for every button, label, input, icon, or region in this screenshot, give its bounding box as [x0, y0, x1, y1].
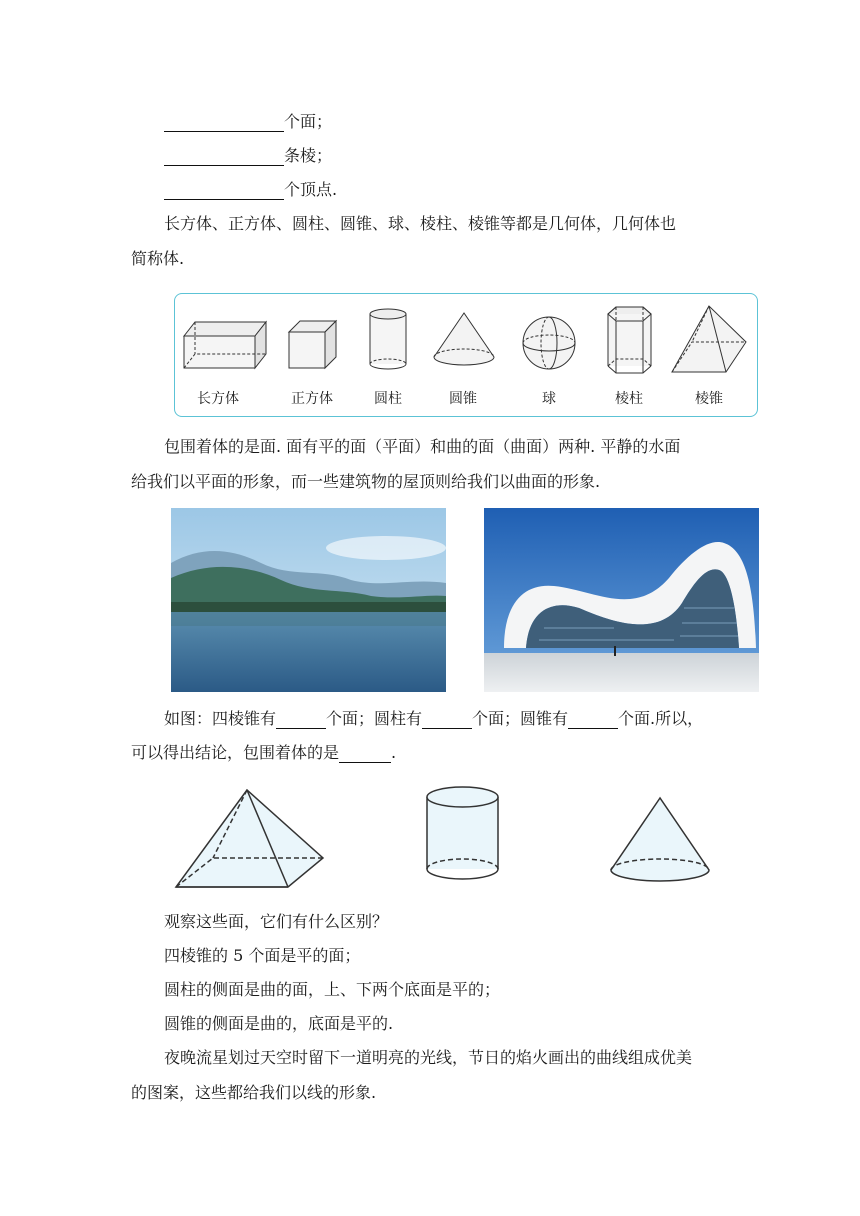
label-prism: 棱柱 — [615, 391, 643, 407]
question-text-3: 个面；圆锥有 — [472, 709, 569, 728]
vertices-suffix: 个顶点. — [284, 180, 338, 199]
geometric-solids-figure — [0, 0, 860, 440]
pyramid-icon — [672, 306, 746, 372]
question-text-1: 如图：四棱锥有 — [164, 709, 277, 728]
question-text-6: . — [391, 743, 397, 762]
observe-line3: 圆柱的侧面是曲的面，上、下两个底面是平的； — [164, 980, 501, 999]
cuboid-icon — [184, 322, 266, 368]
label-cone: 圆锥 — [449, 391, 477, 407]
faces-question-line2 — [131, 743, 396, 763]
cone-icon — [434, 313, 494, 365]
label-cube: 正方体 — [291, 391, 333, 407]
prism-icon — [608, 307, 651, 373]
cylinder-faces-blank[interactable] — [422, 712, 472, 729]
lake-photo — [171, 508, 446, 692]
cone-large-icon — [611, 798, 709, 881]
faces-question-line1 — [164, 709, 703, 729]
label-cylinder: 圆柱 — [374, 391, 402, 407]
sphere-icon — [523, 317, 575, 369]
cube-icon — [289, 321, 336, 368]
faces-suffix: 个面； — [284, 112, 333, 131]
edges-suffix: 条棱； — [284, 146, 333, 165]
para3-line2: 的图案，这些都给我们以线的形象. — [131, 1083, 377, 1102]
para3-line1: 夜晚流星划过天空时留下一道明亮的光线，节日的焰火画出的曲线组成优美 — [164, 1048, 693, 1067]
observe-line1: 观察这些面，它们有什么区别？ — [164, 912, 389, 931]
para1-line2: 简称体. — [131, 249, 185, 268]
para2-line2: 给我们以平面的形象，而一些建筑物的屋顶则给我们以曲面的形象. — [131, 472, 601, 491]
observe-line2: 四棱锥的 5 个面是平的面； — [164, 946, 361, 965]
label-pyramid: 棱锥 — [695, 391, 723, 407]
question-text-2: 个面；圆柱有 — [326, 709, 423, 728]
question-text-4: 个面.所以， — [618, 709, 704, 728]
para1-line1: 长方体、正方体、圆柱、圆锥、球、棱柱、棱锥等都是几何体，几何体也 — [164, 214, 677, 233]
square-pyramid-icon — [176, 790, 323, 887]
label-cuboid: 长方体 — [197, 391, 239, 407]
label-sphere: 球 — [542, 391, 556, 407]
pyramid-faces-blank[interactable] — [276, 712, 326, 729]
solids-figure-row — [0, 780, 860, 900]
para2-line1: 包围着体的是面. 面有平的面（平面）和曲的面（曲面）两种. 平静的水面 — [164, 437, 681, 456]
cylinder-icon — [370, 309, 406, 369]
cone-faces-blank[interactable] — [568, 712, 618, 729]
observe-line4: 圆锥的侧面是曲的，底面是平的. — [164, 1014, 394, 1033]
question-text-5: 可以得出结论，包围着体的是 — [131, 743, 340, 762]
curved-building-photo — [484, 508, 759, 692]
cylinder-large-icon — [427, 787, 498, 879]
conclusion-blank[interactable] — [339, 746, 391, 763]
